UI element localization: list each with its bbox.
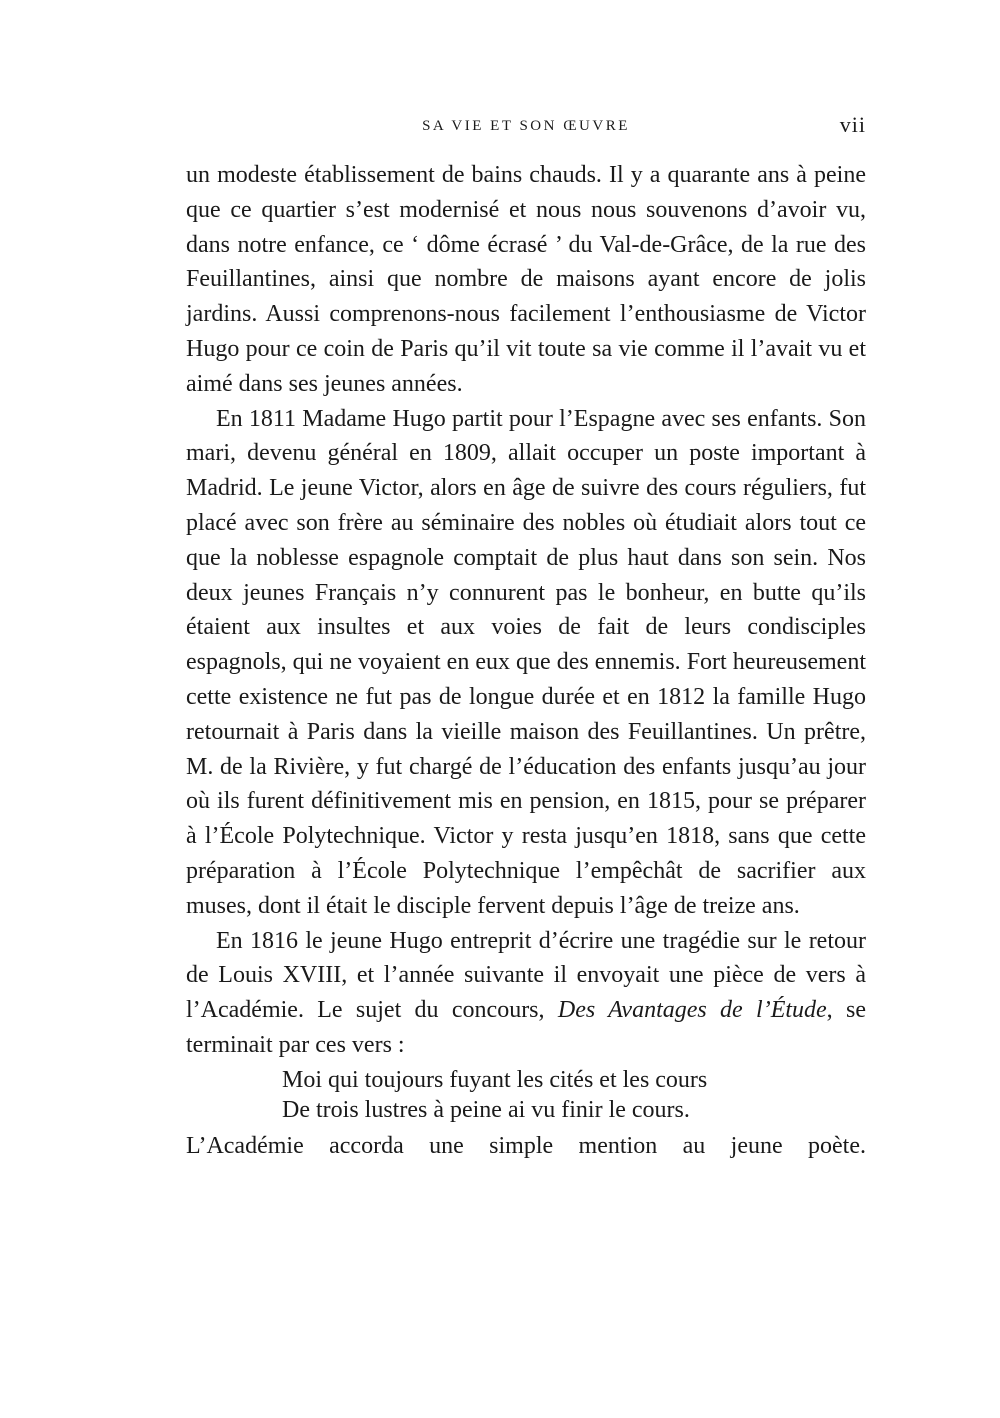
page-number: vii	[839, 112, 866, 137]
body-text	[186, 158, 866, 1164]
paragraph-2: En 1811 Madame Hugo partit pour l’Espagne avec ses enfants. Son mari, devenu général en 1809, allait occuper un poste important à Madrid. Le jeune Victor, alors en âge de suivre des cours réguliers, fut placé avec son frère au séminaire des nobles où étudiait alors tout ce que la noblesse espagnole comptait de plus haut dans son sein. Nos deux jeunes Français n’y connurent pas le bonheur, en butte qu’ils étaient aux insultes et aux voies de fait de leurs condisciples espagnols, qui ne voyaient en eux que des ennemis. Fort heureusement cette existence ne fut pas de longue durée et en 1812 la famille Hugo retournait à Paris dans la vieille maison des Feuillantines. Un prêtre, M. de la Rivière, y fut chargé de l’éducation des enfants jusqu’au jour où ils furent définitivement mis en pension, en 1815, pour se préparer à l’École Polytechnique. Victor y resta jusqu’en 1818, sans que cette préparation à l’École Polytechnique l’empêchât de sacrifier aux muses, dont il était le disciple fervent depuis l’âge de treize ans.	[186, 405, 866, 919]
verse-line-1: Moi qui toujours fuyant les cités et les cours	[282, 1066, 708, 1093]
paragraph-3-end: , se terminait par ces vers :	[186, 997, 866, 1058]
verse-line-2: De trois lustres à peine ai vu finir le cours.	[282, 1096, 690, 1123]
contest-title: Des Avantages de l’Étude	[557, 997, 827, 1024]
paragraph-1: un modeste établissement de bains chauds. Il y a quarante ans à peine que ce quartier s’est modernisé et nous nous souvenons d’avoir vu, dans notre enfance, ce ‘ dôme écrasé ’ du Val-de-Grâce, de la rue des Feuillantines, ainsi que nombre de maisons ayant encore de jolis jardins. Aussi comprenons-nous facilement l’enthousiasme de Victor Hugo pour ce coin de Paris qu’il vit toute sa vie comme il l’avait vu et aimé dans ses jeunes années.	[186, 162, 866, 397]
verse-quote	[282, 1063, 866, 1129]
paragraph-3	[186, 924, 866, 1063]
running-title: SA VIE ET SON ŒUVRE	[422, 118, 630, 134]
running-head	[186, 112, 866, 142]
paragraph-4: L’Académie accorda une simple mention au jeune poète.	[186, 1132, 866, 1159]
paragraph-3-start: En 1816 le jeune Hugo entreprit d’écrire une tragédie sur le retour de Louis XVIII, et l’année suivante il envoyait une pièce de vers à l’Académie. Le sujet du concours,	[186, 927, 866, 1024]
